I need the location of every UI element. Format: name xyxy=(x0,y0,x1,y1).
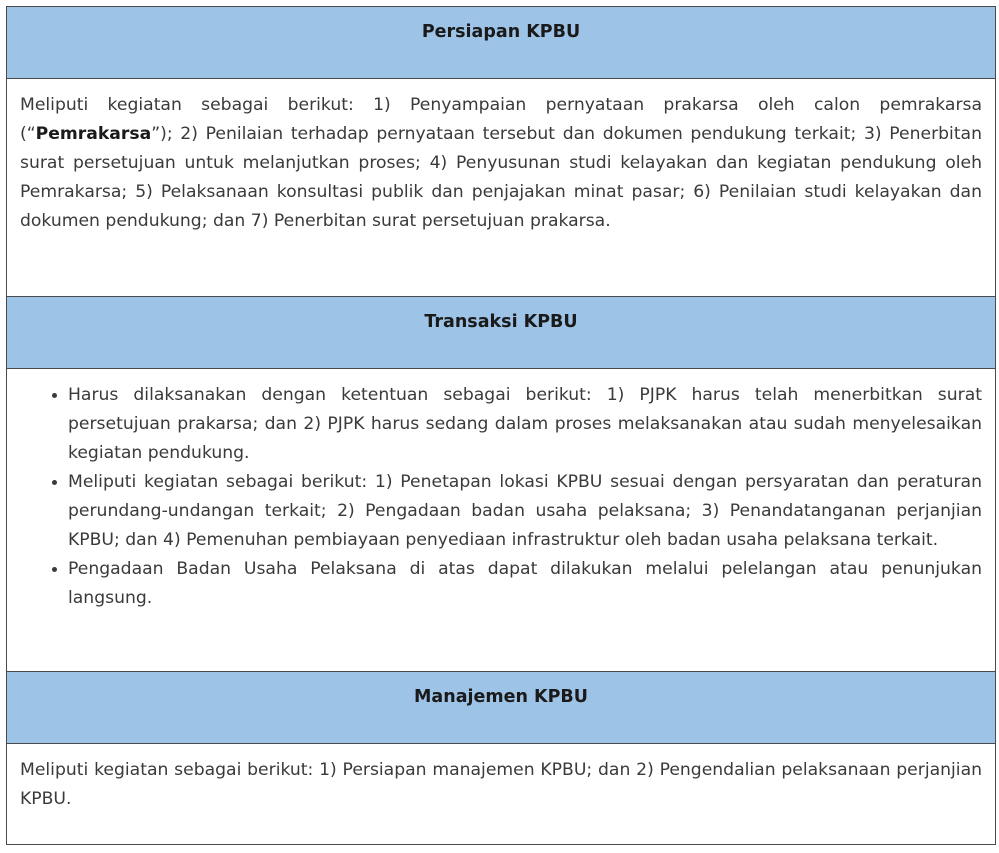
section-paragraph: Meliputi kegiatan sebagai berikut: 1) Persiapan manajemen KPBU; dan 2) Pengendalian pelaksanaan perjanjian KPBU. xyxy=(20,760,982,809)
list-item: • Meliputi kegiatan sebagai berikut: 1) Penetapan lokasi KPBU sesuai dengan persyaratan dan peraturan perundang-undangan terkait; 2) Pengadaan badan usaha pelaksana; 3) Penandatanganan perjanjian KPBU; dan 4) Pemenuhan pembiayaan penyediaan infrastruktur oleh badan usaha pelaksana terkait. xyxy=(68,468,982,555)
paragraph-text-after: ”); 2) Penilaian terhadap pernyataan tersebut dan dokumen pendukung terkait; 3) Penerbitan surat persetujuan untuk melanjutkan proses; 4) Penyusunan studi kelayakan dan kegiatan pendukung oleh Pemrakarsa; 5) Pelaksanaan konsultasi publik dan penjajakan minat pasar; 6) Penilaian studi kelayakan dan dokumen pendukung; dan 7) Penerbitan surat persetujuan prakarsa. xyxy=(20,124,982,231)
section-title: Manajemen KPBU xyxy=(414,687,588,707)
paragraph-bold-term: Pemrakarsa xyxy=(35,124,152,144)
section-body-manajemen xyxy=(7,744,996,845)
section-header-manajemen xyxy=(7,672,996,744)
list-item: • Pengadaan Badan Usaha Pelaksana di atas dapat dilakukan melalui pelelangan atau penunjukan langsung. xyxy=(68,555,982,613)
kpbu-stages-table xyxy=(6,6,996,845)
list-item: • Harus dilaksanakan dengan ketentuan sebagai berikut: 1) PJPK harus telah menerbitkan surat persetujuan prakarsa; dan 2) PJPK harus sedang dalam proses melaksanakan atau sudah menyelesaikan kegiatan pendukung. xyxy=(68,381,982,468)
bullet-list xyxy=(7,369,995,613)
section-header-persiapan xyxy=(7,7,996,79)
section-header-transaksi xyxy=(7,297,996,369)
section-body-persiapan xyxy=(7,79,996,297)
section-body-transaksi xyxy=(7,369,996,672)
section-title: Transaksi KPBU xyxy=(424,312,578,332)
section-title: Persiapan KPBU xyxy=(421,22,581,42)
section-paragraph xyxy=(7,79,995,236)
paragraph-text-before: Meliputi kegiatan sebagai berikut: 1) Penyampaian pernyataan prakarsa oleh calon pemrakarsa (“ xyxy=(20,95,982,144)
